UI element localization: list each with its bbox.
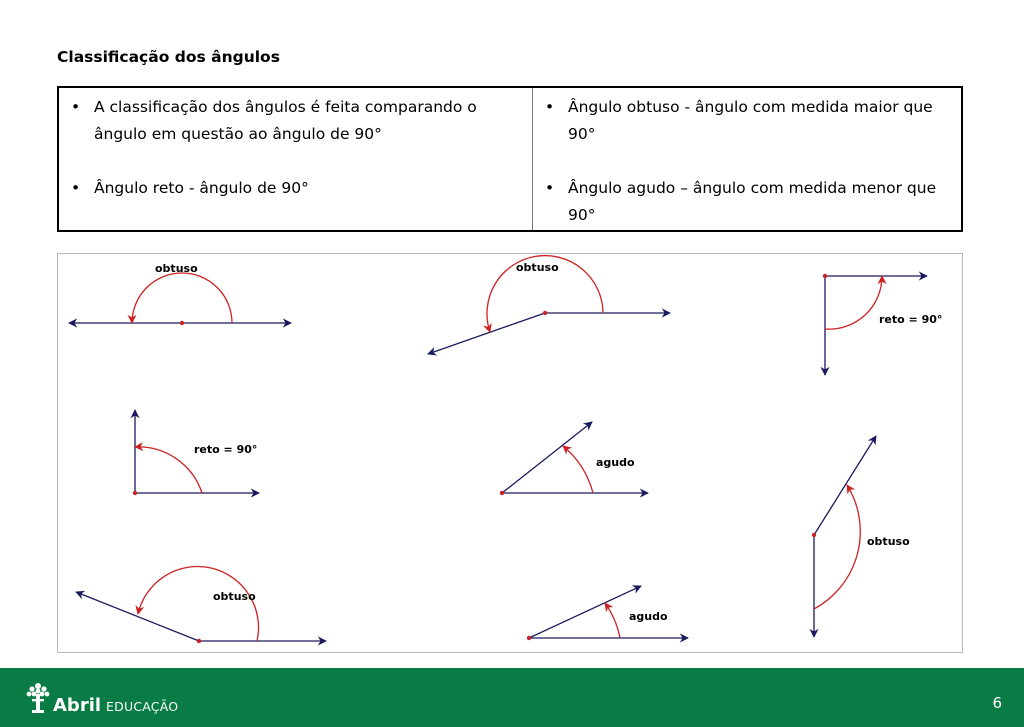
footer-bar [0, 668, 1024, 727]
list-item: • Ângulo obtuso - ângulo com medida maior que 90° [543, 94, 951, 148]
brand-name: Abril [53, 695, 102, 716]
table-right-column [533, 88, 961, 230]
label-obtuso: obtuso [213, 590, 256, 603]
brand-logo [25, 682, 178, 714]
table-left-column [59, 88, 533, 230]
label-reto: reto = 90° [194, 443, 258, 456]
classification-table [57, 86, 963, 232]
angle-diagrams [57, 253, 963, 653]
angle-obtuso-straight [69, 273, 291, 325]
list-item: • A classificação dos ângulos é feita comparando o ângulo em questão ao ângulo de 90° [69, 94, 522, 148]
label-obtuso: obtuso [867, 535, 910, 548]
label-obtuso: obtuso [155, 262, 198, 275]
tree-icon [25, 682, 51, 714]
label-reto: reto = 90° [879, 313, 943, 326]
page-title: Classificação dos ângulos [57, 48, 280, 66]
brand-subtitle: EDUCAÇÃO [106, 699, 179, 714]
angle-diagrams-svg [58, 254, 964, 654]
list-item: • Ângulo agudo – ângulo com medida menor que 90° [543, 175, 951, 229]
label-agudo: agudo [629, 610, 668, 623]
label-agudo: agudo [596, 456, 635, 469]
page-number: 6 [992, 694, 1002, 712]
label-obtuso: obtuso [516, 261, 559, 274]
list-item: • Ângulo reto - ângulo de 90° [69, 175, 522, 202]
angle-obtuso-bottom [76, 567, 326, 644]
